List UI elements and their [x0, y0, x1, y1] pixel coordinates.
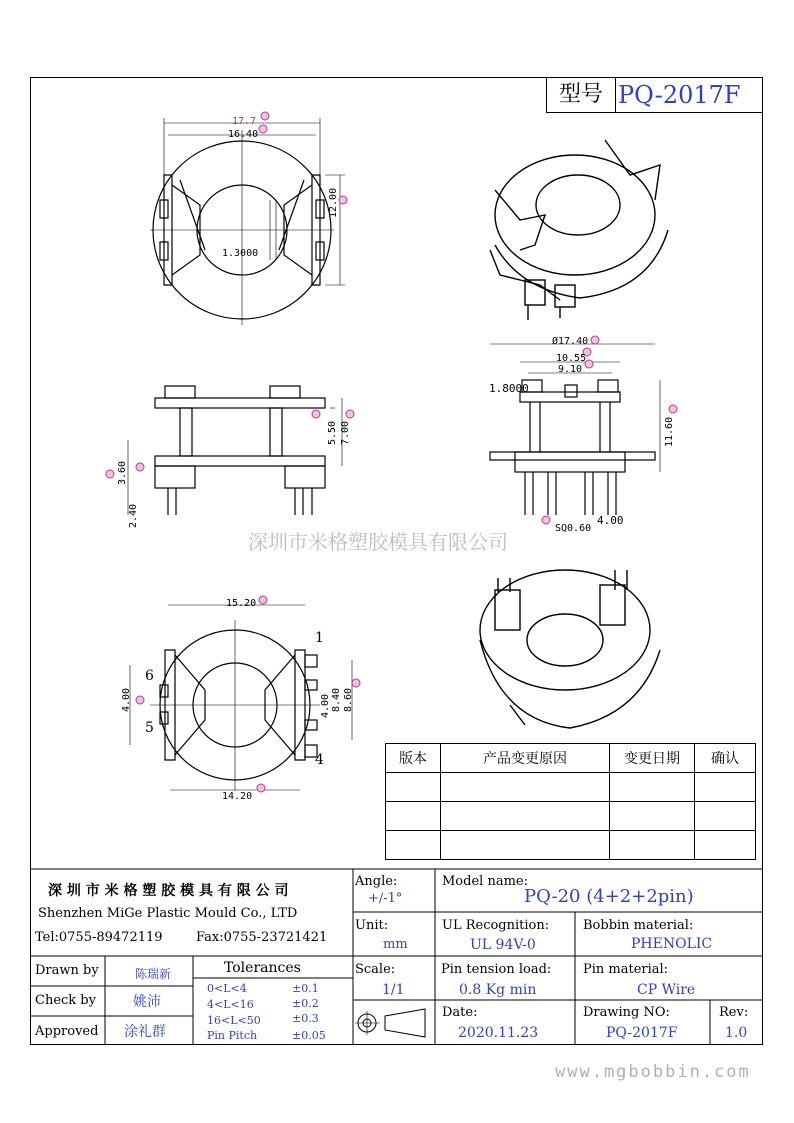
table-row: [386, 802, 756, 831]
dim-side-pin: 2.40: [128, 503, 139, 528]
approved-label: Approved: [35, 1024, 99, 1039]
rev-header-date: 变更日期: [610, 744, 695, 773]
website-text: www.mgbobbin.com: [555, 1062, 751, 1082]
watermark-text: 深圳市米格塑胶模具有限公司: [248, 530, 508, 554]
scale-value: 1/1: [382, 982, 405, 998]
angle-label: Angle:: [355, 874, 398, 889]
dim-front-pin: SQ0.60: [555, 523, 592, 534]
tol-range-1: 4<L<16: [207, 998, 254, 1011]
tol-value-1: ±0.2: [292, 997, 319, 1010]
tolerances-title: Tolerances: [224, 960, 301, 976]
dim-side-h3: 3.60: [117, 460, 128, 485]
rev-header-version: 版本: [386, 744, 441, 773]
ul-label: UL Recognition:: [442, 918, 550, 933]
pin-label-4: 4: [315, 752, 324, 768]
pin-tension-value: 0.8 Kg min: [459, 982, 537, 998]
model-label: 型号: [546, 77, 616, 113]
unit-value: mm: [383, 937, 408, 952]
rev-value: 1.0: [725, 1025, 748, 1041]
dim-front-h: 11.60: [664, 416, 675, 447]
drawing-no-value: PQ-2017F: [606, 1025, 678, 1041]
company-name-en: Shenzhen MiGe Plastic Mould Co., LTD: [38, 906, 298, 921]
pin-label-1: 1: [315, 630, 324, 646]
company-name-cn: 深 圳 市 米 格 塑 胶 模 具 有 限 公 司: [48, 883, 289, 899]
dim-bot-h4: 4.00: [320, 693, 331, 718]
rev-header-confirm: 确认: [695, 744, 756, 773]
company-fax: Fax:0755-23721421: [196, 930, 328, 945]
model-name-label: Model name:: [442, 874, 528, 889]
dim-bot-h1: 4.00: [121, 687, 132, 712]
table-row: [386, 831, 756, 860]
bobbin-material-value: PHENOLIC: [631, 936, 713, 952]
dim-front-w1: 10.55: [556, 353, 587, 364]
revision-table: [385, 743, 756, 860]
check-by-value: 姚沛: [133, 994, 161, 1010]
company-tel: Tel:0755-89472119: [35, 930, 163, 945]
pin-tension-label: Pin tension load:: [441, 962, 552, 977]
dim-side-h2: 7.00: [340, 420, 351, 445]
bobbin-material-label: Bobbin material:: [583, 918, 694, 933]
date-value: 2020.11.23: [458, 1025, 539, 1041]
iso-view-bottom: [480, 570, 660, 728]
dim-top-h: 12.00: [328, 187, 339, 218]
dim-front-t: 1.8000: [489, 382, 529, 395]
pin-label-5: 5: [145, 720, 154, 736]
model-number-box: [546, 77, 763, 113]
date-label: Date:: [442, 1005, 478, 1020]
check-by-label: Check by: [35, 993, 96, 1008]
table-row: [386, 773, 756, 802]
tol-range-2: 16<L<50: [207, 1014, 261, 1027]
drawing-no-label: Drawing NO:: [583, 1005, 670, 1020]
scale-label: Scale:: [355, 962, 396, 977]
approved-value: 涂礼群: [124, 1024, 166, 1040]
drawn-by-value: 陈瑞新: [135, 967, 172, 981]
tol-value-3: ±0.05: [292, 1029, 326, 1042]
model-name-value: PQ-20 (4+2+2pin): [524, 886, 694, 907]
model-value: PQ-2017F: [616, 77, 763, 113]
pin-label-6: 6: [145, 668, 154, 684]
angle-value: +/-1°: [368, 891, 403, 906]
dim-front-d: Ø17.40: [552, 336, 589, 347]
drawn-by-label: Drawn by: [35, 963, 99, 978]
dim-bot-w2: 14.20: [222, 791, 253, 802]
rev-header-reason: 产品变更原因: [441, 744, 610, 773]
ul-value: UL 94V-0: [470, 937, 536, 953]
dim-side-h1: 5.50: [327, 420, 338, 445]
dim-bot-h3: 8.60: [343, 687, 354, 712]
tol-range-3: Pin Pitch: [207, 1029, 258, 1042]
rev-label: Rev:: [719, 1005, 749, 1020]
dim-front-pitch: 4.00: [597, 514, 624, 527]
dim-top-slot: 1.3000: [222, 248, 259, 259]
dim-top-w2: 16.40: [228, 129, 259, 140]
pin-material-label: Pin material:: [583, 962, 669, 977]
dim-top-w1: 17.7: [232, 116, 257, 127]
dim-bot-w1: 15.20: [226, 598, 257, 609]
iso-view-top: [490, 140, 668, 320]
dim-front-w2: 9.10: [558, 364, 583, 375]
pin-material-value: CP Wire: [637, 982, 696, 998]
dim-bot-h2: 8.40: [331, 687, 342, 712]
top-view: [150, 118, 345, 325]
side-view: [128, 386, 342, 515]
tol-value-0: ±0.1: [292, 982, 319, 995]
tol-range-0: 0<L<4: [207, 982, 247, 995]
tol-value-2: ±0.3: [292, 1012, 319, 1025]
unit-label: Unit:: [355, 918, 389, 933]
